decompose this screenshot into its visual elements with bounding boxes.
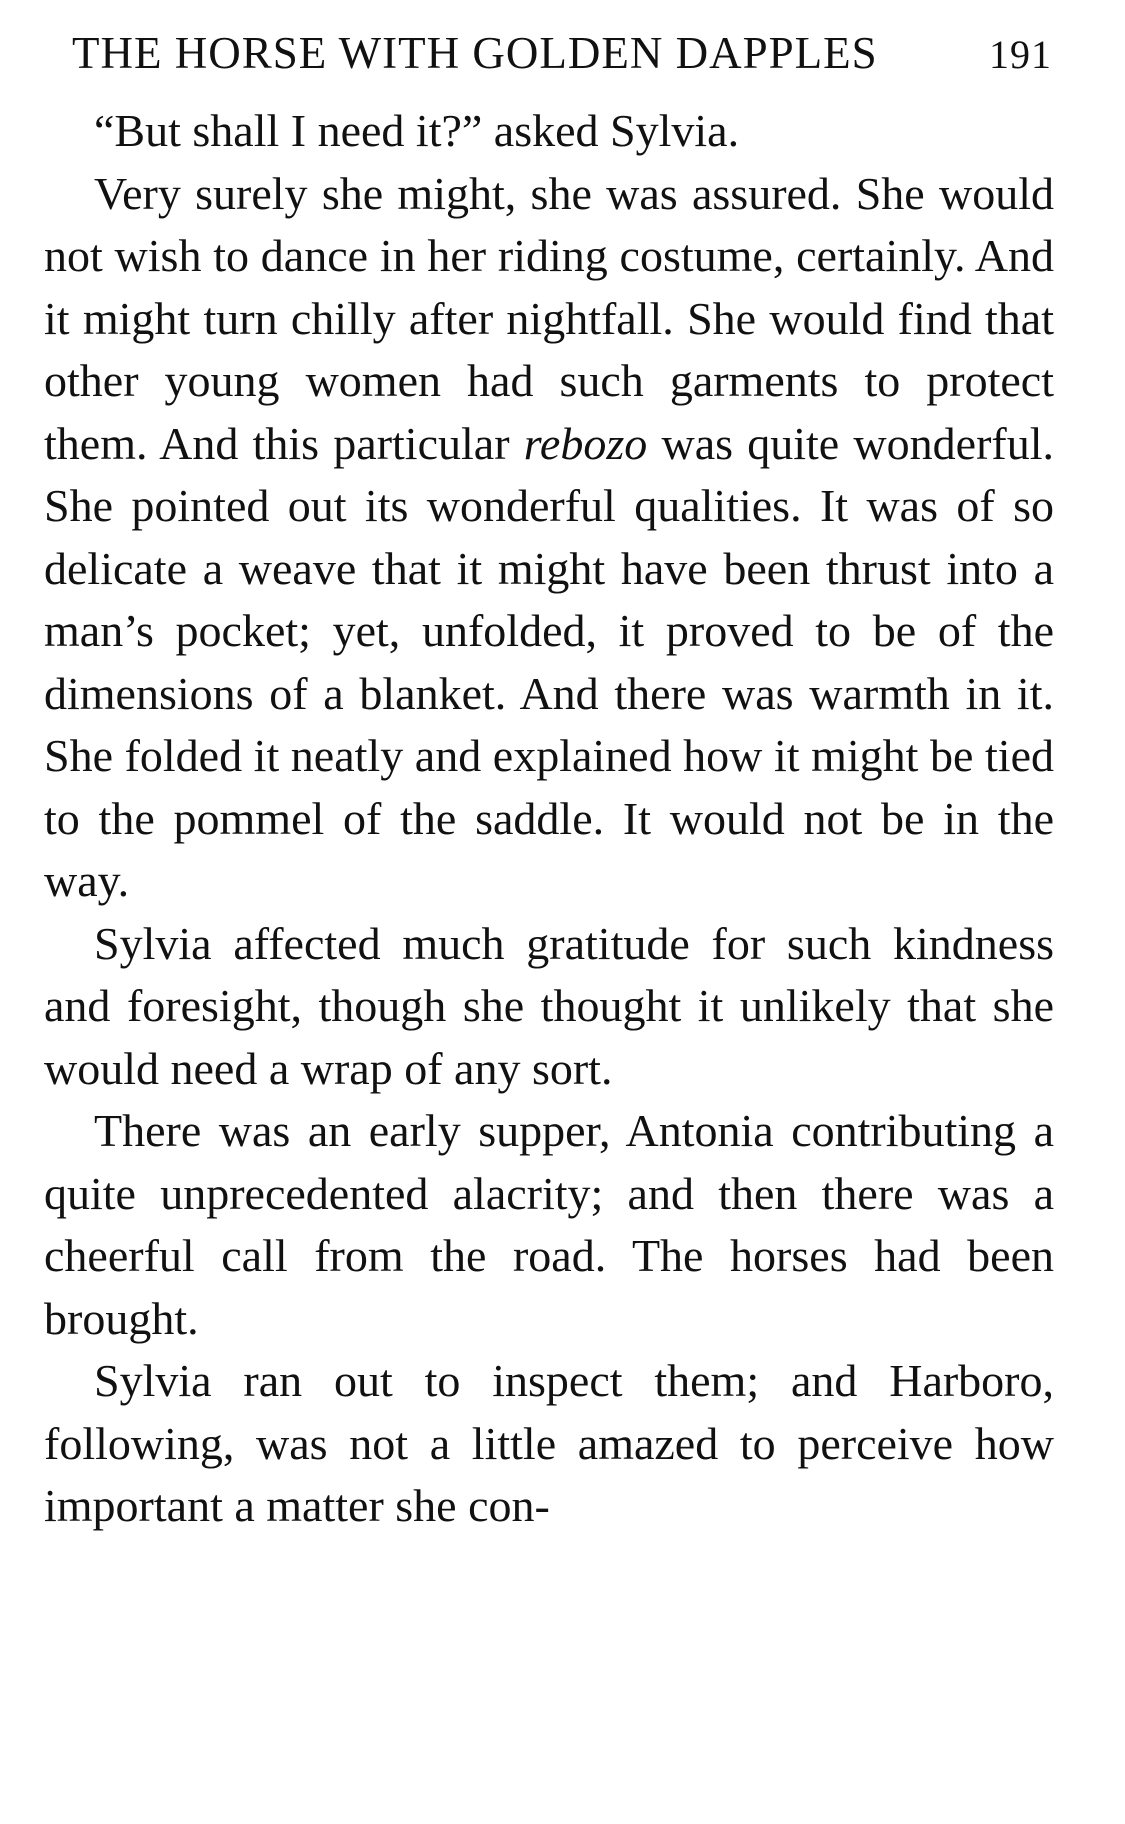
italic-word-rebozo: rebozo (523, 417, 648, 469)
paragraph-2-text-end: was quite wonderful. She pointed out its wonderful qualities. It was of so delicate a weave that it might have been thrust into a man’s pocket; yet, unfolded, it proved to be of the dimensions of a blanket. And there was warmth in it. She folded it neatly and explained how it might be tied to the pommel of the saddle. It would not be in the way. (44, 417, 1054, 906)
paragraph-3: Sylvia affected much gratitude for such kindness and foresight, though she thought it unlikely that she would need a wrap of any sort. (44, 917, 1054, 1094)
book-page (44, 20, 1054, 1538)
paragraph-2-text-start: Very surely she might, she was assured. She would not wish to dance in her riding costume, certainly. And it might turn chilly after nightfall. She would find that other young women had such garments to protect them. And this particular (44, 167, 1054, 469)
page-number: 191 (989, 32, 1052, 77)
paragraph-5: Sylvia ran out to inspect them; and Harboro, following, was not a little amazed to perceive how important a matter she con- (44, 1355, 1054, 1531)
paragraph-4: There was an early supper, Antonia contributing a quite unprecedented alacrity; and then there was a cheerful call from the road. The horses had been brought. (44, 1105, 1054, 1344)
body-text (44, 100, 1054, 1538)
running-head (72, 20, 1052, 86)
paragraph-2 (44, 163, 1054, 913)
running-title: THE HORSE WITH GOLDEN DAPPLES (72, 28, 878, 78)
paragraph-1: “But shall I need it?” asked Sylvia. (94, 105, 740, 156)
